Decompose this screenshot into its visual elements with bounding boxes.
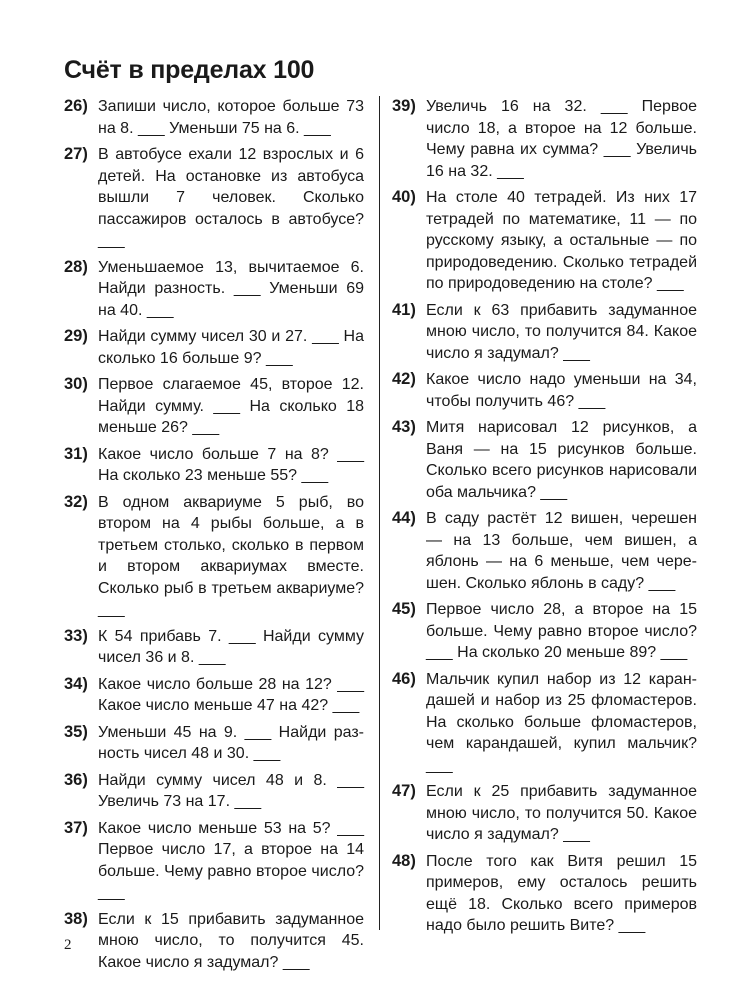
left-column bbox=[64, 96, 364, 978]
right-column bbox=[392, 96, 697, 942]
problem-number: 37) bbox=[64, 818, 88, 837]
problem-29 bbox=[64, 326, 364, 369]
problem-text: Какое число меньше 53 на 5? ___ Первое число 17, а второе на 14 больше. Чему равно второе число? ___ bbox=[98, 819, 364, 901]
problem-text: Какое число надо уменьши на 34, чтобы получить 46? ___ bbox=[426, 371, 697, 410]
problem-text: В автобусе ехали 12 взрослых и 6 детей. На остановке из автобуса вышли 7 человек. Сколько пассажиров осталось в автобусе? ___ bbox=[98, 146, 364, 249]
problem-48 bbox=[392, 851, 697, 937]
problem-text: Мальчик купил набор из 12 карандашей и набор из 25 фломастеров. На сколько больше фломастеров, чем карандашей, купил мальчик? ___ bbox=[426, 670, 697, 774]
problem-number: 48) bbox=[392, 851, 416, 870]
problem-text: Первое слагаемое 45, второе 12. Найди сумму. ___ На сколько 18 меньше 26? ___ bbox=[98, 376, 364, 436]
problem-44 bbox=[392, 508, 697, 594]
problem-27 bbox=[64, 144, 364, 252]
problem-number: 42) bbox=[392, 370, 416, 388]
problem-number: 39) bbox=[392, 97, 416, 115]
problem-text: Найди сумму чисел 30 и 27. ___ На сколько 16 больше 9? ___ bbox=[98, 328, 364, 367]
problem-number: 43) bbox=[392, 418, 416, 436]
problem-number: 33) bbox=[64, 626, 88, 645]
problem-text: Если к 25 прибавить задуманное мною число, то получится 50. Какое число я задумал? ___ bbox=[426, 783, 697, 843]
problem-number: 36) bbox=[64, 770, 88, 789]
problem-number: 46) bbox=[392, 669, 416, 688]
problem-47 bbox=[392, 781, 697, 846]
problem-36 bbox=[64, 770, 364, 813]
problem-41 bbox=[392, 300, 697, 365]
problem-number: 26) bbox=[64, 97, 88, 115]
problem-number: 40) bbox=[392, 188, 416, 206]
problem-text: Запиши число, которое больше 73 на 8. ___ Уменьши 75 на 6. ___ bbox=[98, 98, 364, 137]
problem-40 bbox=[392, 187, 697, 295]
problem-number: 44) bbox=[392, 509, 416, 527]
problem-number: 34) bbox=[64, 674, 88, 693]
problem-32 bbox=[64, 492, 364, 621]
problem-37 bbox=[64, 818, 364, 904]
problem-number: 27) bbox=[64, 145, 88, 163]
problem-26 bbox=[64, 96, 364, 139]
problem-number: 41) bbox=[392, 300, 416, 319]
problem-text: Если к 15 прибавить задуманное мною число, то получится 45. Какое число я задумал? ___ bbox=[98, 910, 364, 971]
problem-number: 35) bbox=[64, 722, 88, 741]
problem-number: 30) bbox=[64, 375, 88, 393]
problem-35 bbox=[64, 722, 364, 765]
problem-number: 31) bbox=[64, 444, 88, 463]
problem-45 bbox=[392, 599, 697, 664]
problem-text: Найди сумму чисел 48 и 8. ___ Увеличь 73 на 17. ___ bbox=[98, 771, 364, 810]
problem-text: В саду растёт 12 вишен, черешен — на 13 больше, чем вишен, а яблонь — на 6 меньше, чем черешен. Сколько яблонь в саду? ___ bbox=[426, 510, 697, 592]
problem-text: На столе 40 тетрадей. Из них 17 тетрадей по математике, 11 — по русскому языку, а остальные — по природоведению. Сколько тетрадей по природоведению на столе? ___ bbox=[426, 189, 697, 292]
problem-text: Уменьшаемое 13, вычитаемое 6. Найди разность. ___ Уменьши 69 на 40. ___ bbox=[98, 258, 364, 319]
problem-number: 38) bbox=[64, 909, 88, 928]
problem-text: Первое число 28, а второе на 15 больше. Чему равно второе число? ___ На сколько 20 меньше 89? ___ bbox=[426, 601, 697, 661]
problem-38 bbox=[64, 909, 364, 974]
problem-text: Митя нарисовал 12 рисунков, а Ваня — на 15 рисунков больше. Сколько всего рисунков нарисовали оба мальчика? ___ bbox=[426, 419, 697, 501]
problem-text: Какое число больше 7 на 8? ___ На сколько 23 меньше 55? ___ bbox=[98, 445, 364, 484]
problem-text: Уменьши 45 на 9. ___ Найди разность чисел 48 и 30. ___ bbox=[98, 723, 364, 762]
problem-text: После того как Витя решил 15 примеров, ему осталось решить ещё 18. Сколько всего примеров надо было решить Вите? ___ bbox=[426, 852, 697, 934]
problem-number: 28) bbox=[64, 257, 88, 276]
problem-text: Если к 63 прибавить задуманное мною число, то получится 84. Какое число я задумал? ___ bbox=[426, 301, 697, 362]
problem-number: 29) bbox=[64, 327, 88, 345]
problem-43 bbox=[392, 417, 697, 503]
problem-33 bbox=[64, 626, 364, 669]
problem-42 bbox=[392, 369, 697, 412]
problem-31 bbox=[64, 444, 364, 487]
problem-46 bbox=[392, 669, 697, 777]
problem-text: Увеличь 16 на 32. ___ Первое число 18, а второе на 12 больше. Чему равна их сумма? ___ Увеличь 16 на 32. ___ bbox=[426, 98, 697, 180]
problem-34 bbox=[64, 674, 364, 717]
column-divider bbox=[379, 96, 380, 930]
problem-text: К 54 прибавь 7. ___ Найди сумму чисел 36 и 8. ___ bbox=[98, 627, 364, 666]
problem-text: Какое число больше 28 на 12? ___ Какое число меньше 47 на 42? ___ bbox=[98, 675, 364, 714]
problem-28 bbox=[64, 257, 364, 322]
page-number: 2 bbox=[64, 937, 72, 953]
problem-number: 47) bbox=[392, 782, 416, 800]
problem-30 bbox=[64, 374, 364, 439]
problem-39 bbox=[392, 96, 697, 182]
problem-number: 32) bbox=[64, 492, 88, 511]
page-title: Счёт в пределах 100 bbox=[64, 56, 315, 84]
problem-number: 45) bbox=[392, 600, 416, 618]
problem-text: В одном аквариуме 5 рыб, во втором на 4 рыбы больше, а в третьем столько, сколько в первом и втором аквариумах вместе. Сколько рыб в третьем аквариуме? ___ bbox=[98, 493, 364, 618]
